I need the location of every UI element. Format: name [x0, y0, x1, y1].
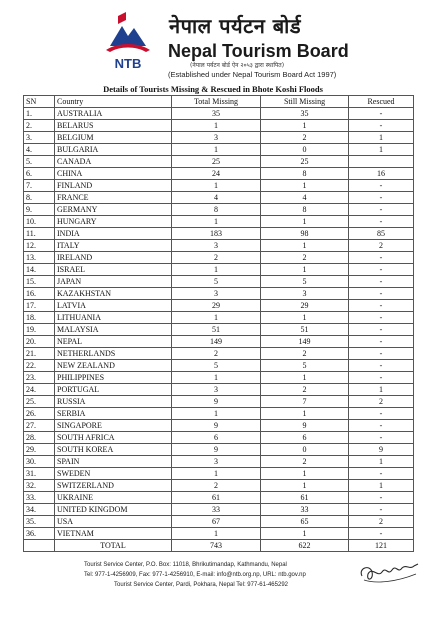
rescued-cell: - [349, 300, 414, 312]
rescued-cell: 1 [349, 384, 414, 396]
country-cell: USA [55, 516, 172, 528]
total-label: TOTAL [55, 540, 172, 552]
still-missing-cell: 5 [261, 360, 349, 372]
rescued-cell: 2 [349, 516, 414, 528]
sn-cell: 12. [24, 240, 55, 252]
rescued-cell: - [349, 192, 414, 204]
sn-cell: 36. [24, 528, 55, 540]
rescued-cell: - [349, 180, 414, 192]
sn-cell: 1. [24, 108, 55, 120]
sn-cell: 10. [24, 216, 55, 228]
country-cell: MALAYSIA [55, 324, 172, 336]
table-row [24, 348, 414, 360]
still-missing-cell: 1 [261, 240, 349, 252]
still-missing-cell: 8 [261, 168, 349, 180]
footer-address-pokhara: Tourist Service Center, Pardi, Pokhara, Nepal Tel: 977-61-465292 [114, 582, 288, 588]
country-cell: IRELAND [55, 252, 172, 264]
still-missing-cell: 25 [261, 156, 349, 168]
still-missing-sum: 622 [261, 540, 349, 552]
rescued-cell: - [349, 360, 414, 372]
still-missing-cell: 33 [261, 504, 349, 516]
sn-cell: 21. [24, 348, 55, 360]
total-missing-cell: 1 [172, 372, 261, 384]
table-row [24, 288, 414, 300]
table-row [24, 396, 414, 408]
country-cell: JAPAN [55, 276, 172, 288]
country-cell: CHINA [55, 168, 172, 180]
total-missing-sum: 743 [172, 540, 261, 552]
sn-cell: 29. [24, 444, 55, 456]
total-missing-cell: 24 [172, 168, 261, 180]
still-missing-cell: 2 [261, 252, 349, 264]
table-row [24, 324, 414, 336]
table-header-row [24, 96, 414, 108]
sn-cell: 30. [24, 456, 55, 468]
rescued-cell: - [349, 312, 414, 324]
rescued-cell: - [349, 336, 414, 348]
still-missing-cell: 98 [261, 228, 349, 240]
table-row [24, 468, 414, 480]
rescued-cell: 85 [349, 228, 414, 240]
total-missing-cell: 51 [172, 324, 261, 336]
table-row [24, 144, 414, 156]
total-missing-cell: 1 [172, 408, 261, 420]
sn-cell: 25. [24, 396, 55, 408]
rescued-cell: - [349, 108, 414, 120]
country-cell: LITHUANIA [55, 312, 172, 324]
table-row [24, 456, 414, 468]
country-cell: UNITED KINGDOM [55, 504, 172, 516]
table-row [24, 216, 414, 228]
total-missing-cell: 1 [172, 264, 261, 276]
sn-cell: 32. [24, 480, 55, 492]
rescued-sum: 121 [349, 540, 414, 552]
total-missing-cell: 3 [172, 456, 261, 468]
total-missing-cell: 9 [172, 396, 261, 408]
rescued-cell [349, 156, 414, 168]
table-row [24, 228, 414, 240]
country-cell: SPAIN [55, 456, 172, 468]
brand-established-note: (Established under Nepal Tourism Board Act 1997) [168, 70, 337, 79]
still-missing-cell: 2 [261, 384, 349, 396]
still-missing-cell: 3 [261, 288, 349, 300]
country-cell: LATVIA [55, 300, 172, 312]
country-cell: CANADA [55, 156, 172, 168]
svg-text:NTB: NTB [114, 56, 142, 71]
table-row [24, 528, 414, 540]
sn-cell: 11. [24, 228, 55, 240]
document-title: Details of Tourists Missing & Rescued in Bhote Koshi Floods [103, 84, 323, 94]
table-row [24, 420, 414, 432]
table-row [24, 336, 414, 348]
country-cell: NETHERLANDS [55, 348, 172, 360]
rescued-cell: - [349, 408, 414, 420]
sn-cell: 13. [24, 252, 55, 264]
total-missing-cell: 3 [172, 384, 261, 396]
still-missing-cell: 1 [261, 120, 349, 132]
country-cell: SOUTH AFRICA [55, 432, 172, 444]
still-missing-cell: 1 [261, 408, 349, 420]
rescued-cell: 16 [349, 168, 414, 180]
table-row [24, 360, 414, 372]
total-missing-cell: 2 [172, 252, 261, 264]
still-missing-cell: 8 [261, 204, 349, 216]
table-row [24, 432, 414, 444]
rescued-cell: 2 [349, 240, 414, 252]
table-row [24, 240, 414, 252]
country-cell: NEPAL [55, 336, 172, 348]
total-missing-cell: 25 [172, 156, 261, 168]
still-missing-cell: 1 [261, 312, 349, 324]
letterhead [0, 0, 426, 84]
sn-cell: 3. [24, 132, 55, 144]
rescued-cell: - [349, 372, 414, 384]
table-row [24, 180, 414, 192]
country-cell: SWITZERLAND [55, 480, 172, 492]
total-missing-cell: 5 [172, 360, 261, 372]
total-missing-cell: 61 [172, 492, 261, 504]
rescued-cell: - [349, 252, 414, 264]
column-header-rescued: Rescued [349, 96, 414, 108]
country-cell: PORTUGAL [55, 384, 172, 396]
still-missing-cell: 61 [261, 492, 349, 504]
rescued-cell: 1 [349, 144, 414, 156]
table-row [24, 384, 414, 396]
brand-name-english: Nepal Tourism Board [168, 41, 349, 61]
table-row [24, 444, 414, 456]
sn-cell: 35. [24, 516, 55, 528]
sn-cell: 22. [24, 360, 55, 372]
still-missing-cell: 1 [261, 264, 349, 276]
column-header-total-missing: Total Missing [172, 96, 261, 108]
still-missing-cell: 2 [261, 132, 349, 144]
rescued-cell: 2 [349, 396, 414, 408]
table-row [24, 492, 414, 504]
still-missing-cell: 35 [261, 108, 349, 120]
country-cell: KAZAKHSTAN [55, 288, 172, 300]
table-row [24, 276, 414, 288]
total-missing-cell: 1 [172, 144, 261, 156]
country-cell: VIETNAM [55, 528, 172, 540]
rescued-cell: 1 [349, 456, 414, 468]
sn-cell: 31. [24, 468, 55, 480]
still-missing-cell: 65 [261, 516, 349, 528]
table-row [24, 372, 414, 384]
sn-cell: 5. [24, 156, 55, 168]
country-cell: ITALY [55, 240, 172, 252]
sn-cell: 9. [24, 204, 55, 216]
rescued-cell: - [349, 492, 414, 504]
sn-cell: 14. [24, 264, 55, 276]
still-missing-cell: 6 [261, 432, 349, 444]
footer-address-kathmandu: Tourist Service Center, P.O. Box: 11018, Bhrikutimandap, Kathmandu, Nepal [84, 562, 287, 568]
table-row [24, 408, 414, 420]
sn-cell: 23. [24, 372, 55, 384]
total-missing-cell: 1 [172, 312, 261, 324]
rescued-cell: - [349, 504, 414, 516]
country-cell: NEW ZEALAND [55, 360, 172, 372]
sn-cell: 8. [24, 192, 55, 204]
total-missing-cell: 3 [172, 132, 261, 144]
rescued-cell: - [349, 216, 414, 228]
table-row [24, 156, 414, 168]
table-total-row [24, 540, 414, 552]
table-row [24, 480, 414, 492]
rescued-cell: - [349, 276, 414, 288]
still-missing-cell: 1 [261, 480, 349, 492]
still-missing-cell: 0 [261, 144, 349, 156]
table-row [24, 108, 414, 120]
still-missing-cell: 9 [261, 420, 349, 432]
sn-cell: 19. [24, 324, 55, 336]
table-row [24, 300, 414, 312]
brand-name-nepali: नेपाल पर्यटन बोर्ड [169, 14, 302, 38]
sn-cell: 26. [24, 408, 55, 420]
still-missing-cell: 0 [261, 444, 349, 456]
country-cell: BULGARIA [55, 144, 172, 156]
table-row [24, 120, 414, 132]
rescued-cell: - [349, 204, 414, 216]
column-header-sn: SN [24, 96, 55, 108]
table-row [24, 252, 414, 264]
total-missing-cell: 1 [172, 468, 261, 480]
table-body [24, 108, 414, 540]
sn-cell: 6. [24, 168, 55, 180]
sn-cell: 7. [24, 180, 55, 192]
total-missing-cell: 1 [172, 180, 261, 192]
sn-cell: 24. [24, 384, 55, 396]
missing-tourists-table [23, 95, 414, 552]
still-missing-cell: 1 [261, 468, 349, 480]
sn-cell: 15. [24, 276, 55, 288]
rescued-cell: - [349, 324, 414, 336]
total-missing-cell: 35 [172, 108, 261, 120]
country-cell: FRANCE [55, 192, 172, 204]
country-cell: PHILIPPINES [55, 372, 172, 384]
country-cell: SERBIA [55, 408, 172, 420]
sn-cell: 17. [24, 300, 55, 312]
sn-cell: 18. [24, 312, 55, 324]
still-missing-cell: 2 [261, 348, 349, 360]
sn-cell: 16. [24, 288, 55, 300]
sn-cell: 2. [24, 120, 55, 132]
total-missing-cell: 8 [172, 204, 261, 216]
brand-subtitle-nepali: (नेपाल पर्यटन बोर्ड ऐन २०५३ द्वारा स्थापित) [190, 62, 285, 69]
table-row [24, 132, 414, 144]
table-row [24, 312, 414, 324]
total-missing-cell: 1 [172, 528, 261, 540]
total-missing-cell: 9 [172, 444, 261, 456]
still-missing-cell: 51 [261, 324, 349, 336]
still-missing-cell: 149 [261, 336, 349, 348]
total-missing-cell: 3 [172, 288, 261, 300]
country-cell: BELGIUM [55, 132, 172, 144]
still-missing-cell: 2 [261, 456, 349, 468]
total-missing-cell: 2 [172, 348, 261, 360]
table-row [24, 168, 414, 180]
total-missing-cell: 3 [172, 240, 261, 252]
table-row [24, 204, 414, 216]
country-cell: GERMANY [55, 204, 172, 216]
total-missing-cell: 1 [172, 120, 261, 132]
still-missing-cell: 4 [261, 192, 349, 204]
sn-cell: 28. [24, 432, 55, 444]
total-missing-cell: 67 [172, 516, 261, 528]
country-cell: SWEDEN [55, 468, 172, 480]
sn-cell: 20. [24, 336, 55, 348]
sn-cell: 27. [24, 420, 55, 432]
total-missing-cell: 5 [172, 276, 261, 288]
total-missing-cell: 33 [172, 504, 261, 516]
sn-cell: 34. [24, 504, 55, 516]
country-cell: SINGAPORE [55, 420, 172, 432]
total-missing-cell: 1 [172, 216, 261, 228]
footer-contact-line: Tel: 977-1-4256909, Fax: 977-1-4256910, E-mail: info@ntb.org.np, URL: ntb.gov.np [84, 572, 306, 578]
handwritten-signature [356, 558, 422, 588]
table-row [24, 504, 414, 516]
rescued-cell: - [349, 288, 414, 300]
country-cell: HUNGARY [55, 216, 172, 228]
country-cell: UKRAINE [55, 492, 172, 504]
rescued-cell: - [349, 348, 414, 360]
column-header-still-missing: Still Missing [261, 96, 349, 108]
country-cell: BELARUS [55, 120, 172, 132]
still-missing-cell: 1 [261, 528, 349, 540]
total-missing-cell: 29 [172, 300, 261, 312]
rescued-cell: - [349, 528, 414, 540]
still-missing-cell: 29 [261, 300, 349, 312]
column-header-country: Country [55, 96, 172, 108]
ntb-logo [96, 12, 160, 78]
country-cell: AUSTRALIA [55, 108, 172, 120]
rescued-cell: 1 [349, 480, 414, 492]
total-sn-cell [24, 540, 55, 552]
total-missing-cell: 6 [172, 432, 261, 444]
rescued-cell: 1 [349, 132, 414, 144]
country-cell: SOUTH KOREA [55, 444, 172, 456]
still-missing-cell: 1 [261, 372, 349, 384]
still-missing-cell: 5 [261, 276, 349, 288]
total-missing-cell: 4 [172, 192, 261, 204]
still-missing-cell: 1 [261, 216, 349, 228]
country-cell: FINLAND [55, 180, 172, 192]
rescued-cell: - [349, 264, 414, 276]
country-cell: ISRAEL [55, 264, 172, 276]
country-cell: INDIA [55, 228, 172, 240]
still-missing-cell: 7 [261, 396, 349, 408]
total-missing-cell: 2 [172, 480, 261, 492]
total-missing-cell: 149 [172, 336, 261, 348]
rescued-cell: - [349, 420, 414, 432]
country-cell: RUSSIA [55, 396, 172, 408]
total-missing-cell: 9 [172, 420, 261, 432]
rescued-cell: 9 [349, 444, 414, 456]
table-row [24, 264, 414, 276]
table-row [24, 192, 414, 204]
total-missing-cell: 183 [172, 228, 261, 240]
table-row [24, 516, 414, 528]
still-missing-cell: 1 [261, 180, 349, 192]
rescued-cell: - [349, 432, 414, 444]
rescued-cell: - [349, 468, 414, 480]
sn-cell: 4. [24, 144, 55, 156]
rescued-cell: - [349, 120, 414, 132]
sn-cell: 33. [24, 492, 55, 504]
